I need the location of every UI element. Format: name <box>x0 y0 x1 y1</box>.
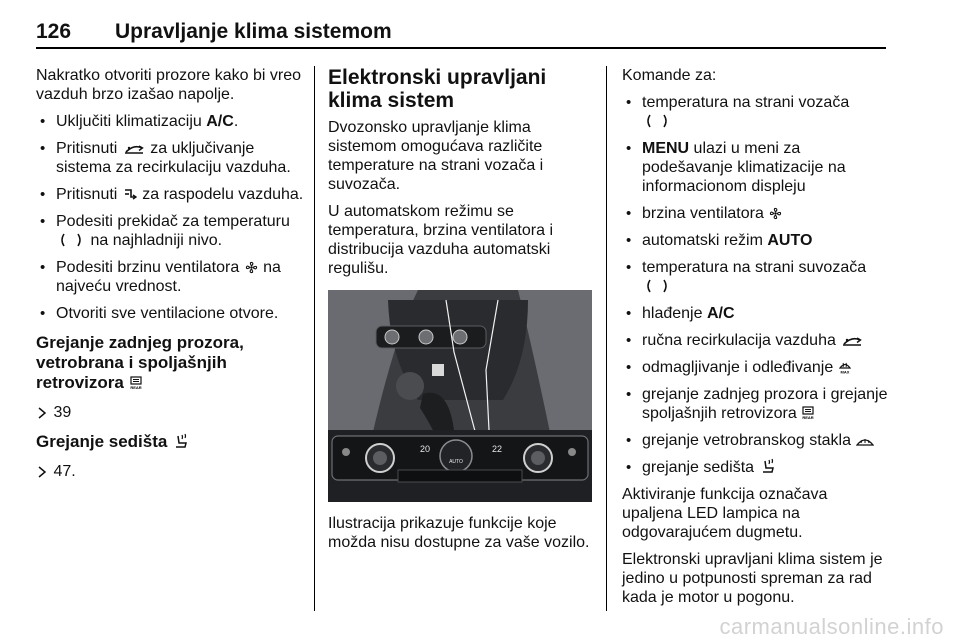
list-item: • Pritisnuti za uključivanje sistema za recirkulaciju vazduha. <box>36 139 304 177</box>
column-middle <box>328 66 592 560</box>
list-item: • grejanje zadnjeg prozora i grejanje spoljašnjih retrovizora REAR <box>622 385 890 423</box>
temperature-dial-icon <box>643 114 671 128</box>
watermark-text: carmanualsonline.info <box>719 614 944 639</box>
page-number: 126 <box>36 20 72 43</box>
controls-list <box>622 93 890 477</box>
image-caption: Ilustracija prikazuje funkcije koje možda nisu dostupne za vaše vozilo. <box>328 515 590 551</box>
cross-reference[interactable]: 39 <box>36 403 304 422</box>
rear-defrost-icon <box>130 376 142 390</box>
recirculation-icon <box>123 143 145 155</box>
column-divider-2 <box>606 66 607 611</box>
controls-intro: Komande za: <box>622 67 717 84</box>
cross-reference[interactable]: 47. <box>36 462 304 481</box>
list-item: • MENU ulazi u meni za podešavanje klimatizacije na informacionom displeju <box>622 139 890 196</box>
temperature-dial-icon <box>57 233 85 247</box>
panel-left-temp: 20 <box>420 444 431 454</box>
list-item: • grejanje vetrobranskog stakla <box>622 431 890 450</box>
list-item: • Pritisnuti za raspodelu vazduha. <box>36 185 304 204</box>
page-title: Upravljanje klima sistemom <box>115 20 392 43</box>
list-item: • hlađenje A/C <box>622 304 890 323</box>
arrow-right-icon <box>37 407 48 419</box>
paragraph: U automatskom režimu se temperatura, brzina ventilatora i distribucija vazduha automatski regulišu. <box>328 203 553 277</box>
header-rule <box>36 47 886 49</box>
list-item: • temperatura na strani vozača <box>622 93 890 131</box>
column-right <box>622 66 890 615</box>
air-distribution-icon <box>123 187 137 201</box>
list-item: • automatski režim AUTO <box>622 231 890 250</box>
step-list <box>36 112 304 323</box>
page-header <box>36 0 886 50</box>
seat-heat-icon <box>760 458 776 474</box>
fan-icon <box>245 261 258 274</box>
temperature-dial-icon <box>643 279 671 293</box>
paragraph: Aktiviranje funkcija označava upaljena LED lampica na odgovarajućem dugmetu. <box>622 486 828 541</box>
fan-icon <box>769 207 782 220</box>
panel-auto-label: AUTO <box>449 459 463 465</box>
intro-text: Nakratko otvoriti prozore kako bi vreo vazduh brzo izašao napolje. <box>36 67 301 103</box>
svg-text:REAR: REAR <box>129 385 142 390</box>
climate-panel-photo <box>328 290 592 502</box>
column-left <box>36 66 304 489</box>
list-item: • Otvoriti sve ventilacione otvore. <box>36 304 304 323</box>
section-heading-rear-heating: Grejanje zadnjeg prozora, vetrobrana i spoljašnjih retrovizora REAR <box>36 333 244 392</box>
list-item: • Podesiti prekidač za temperaturu na najhladniji nivo. <box>36 212 304 250</box>
recirculation-icon <box>841 335 863 347</box>
seat-heat-icon <box>173 433 189 449</box>
paragraph: Elektronski upravljani klima sistem je jedino u potpunosti spreman za rad kada je motor u pogonu. <box>622 551 883 606</box>
panel-right-temp: 22 <box>492 444 503 454</box>
column-divider-1 <box>314 66 315 611</box>
section-heading-seat-heating: Grejanje sedišta <box>36 432 304 452</box>
list-item: • temperatura na strani suvozača <box>622 258 890 296</box>
list-item: • grejanje sedišta <box>622 458 890 477</box>
windshield-heat-icon <box>856 435 874 447</box>
svg-text:MAX: MAX <box>840 369 850 374</box>
paragraph: Dvozonsko upravljanje klima sistemom omogućava različite temperature na strani vozača i suvozača. <box>328 119 544 193</box>
list-item: • Uključiti klimatizaciju A/C. <box>36 112 304 131</box>
list-item: • odmagljivanje i odleđivanje MAX <box>622 358 890 377</box>
list-item: • brzina ventilatora <box>622 204 890 223</box>
list-item: • ručna recirkulacija vazduha <box>622 331 890 350</box>
section-heading-electronic-climate: Elektronski upravljani klima sistem <box>328 66 547 112</box>
svg-text:REAR: REAR <box>802 415 814 420</box>
list-item: • Podesiti brzinu ventilatora na najveću vrednost. <box>36 258 304 296</box>
max-defrost-icon <box>839 360 851 374</box>
rear-defrost-icon <box>802 406 814 420</box>
arrow-right-icon <box>37 466 48 478</box>
